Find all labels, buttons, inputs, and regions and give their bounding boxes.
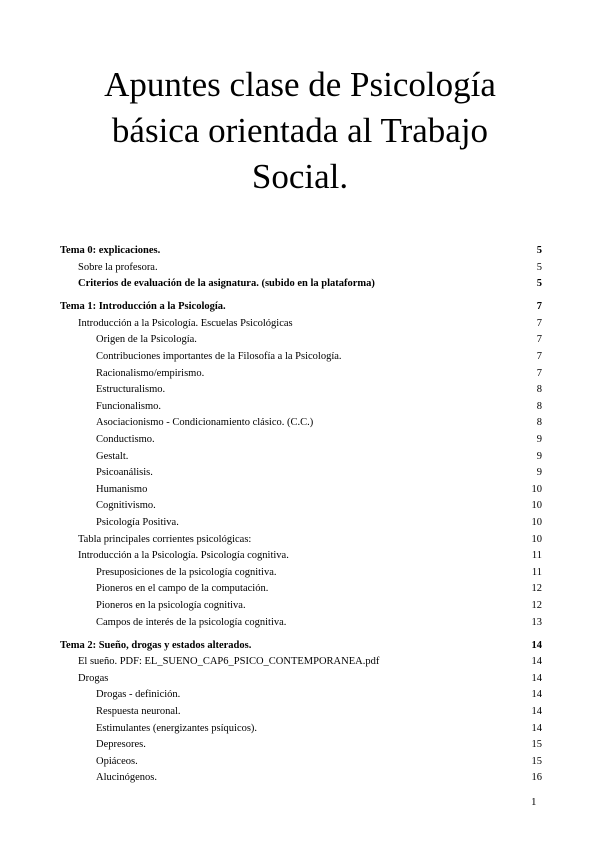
toc-entry-label: Conductismo. <box>96 434 155 446</box>
toc-entry-label: Tema 1: Introducción a la Psicología. <box>60 301 226 313</box>
toc-entry-page: 14 <box>531 689 542 701</box>
toc-entry-page: 14 <box>531 639 542 651</box>
toc-entry-page: 10 <box>531 533 542 545</box>
toc-entry[interactable] <box>60 721 542 738</box>
toc-entry-label: Depresores. <box>96 739 146 751</box>
toc-entry-page: 14 <box>531 722 542 734</box>
toc-entry[interactable] <box>60 671 542 688</box>
toc-entry-page: 13 <box>531 616 542 628</box>
toc-entry-label: Tema 0: explicaciones. <box>60 245 161 256</box>
toc-entry-page: 9 <box>536 467 542 479</box>
toc-entry-page: 7 <box>536 334 542 346</box>
toc-entry-label: Cognitivismo. <box>96 500 156 512</box>
toc-entry[interactable] <box>60 366 542 383</box>
toc-entry-label: Tema 2: Sueño, drogas y estados alterados. <box>60 639 252 651</box>
toc-entry[interactable] <box>60 316 542 333</box>
toc-entry-page: 11 <box>531 566 542 578</box>
title-line: Social. <box>251 157 349 196</box>
toc-entry-page: 14 <box>531 656 542 668</box>
table-of-contents <box>60 243 542 794</box>
toc-entry[interactable] <box>60 243 542 260</box>
page-number: 1 <box>531 796 537 808</box>
toc-section <box>60 299 542 631</box>
title-line: básica orientada al Trabajo <box>111 111 489 150</box>
toc-entry[interactable] <box>60 432 542 449</box>
toc-entry-page: 8 <box>536 400 542 412</box>
toc-entry[interactable] <box>60 498 542 515</box>
toc-entry-label: Drogas - definición. <box>96 689 181 701</box>
toc-entry-label: Criterios de evaluación de la asignatura. (subido en la plataforma) <box>78 278 375 290</box>
toc-entry[interactable] <box>60 399 542 416</box>
toc-entry[interactable] <box>60 548 542 565</box>
toc-entry-page: 10 <box>531 483 542 495</box>
toc-entry-label: Contribuciones importantes de la Filosofía a la Psicología. <box>96 351 342 363</box>
toc-entry-label: Drogas <box>78 672 109 684</box>
toc-entry-label: Sobre la profesora. <box>78 261 158 273</box>
toc-entry[interactable] <box>60 276 542 293</box>
toc-entry-page: 5 <box>536 261 542 273</box>
toc-entry-label: Opiáceos. <box>96 755 138 767</box>
toc-entry-page: 8 <box>536 417 542 429</box>
toc-entry-label: Introducción a la Psicología. Escuelas Psicológicas <box>78 317 293 329</box>
toc-entry[interactable] <box>60 737 542 754</box>
toc-entry[interactable] <box>60 754 542 771</box>
toc-entry-page: 16 <box>531 772 542 784</box>
toc-entry-label: Gestalt. <box>96 450 129 462</box>
toc-entry-page: 9 <box>536 450 542 462</box>
document-title <box>0 62 600 200</box>
toc-entry-label: Pioneros en el campo de la computación. <box>96 583 269 595</box>
toc-entry[interactable] <box>60 415 542 432</box>
toc-entry-label: Respuesta neuronal. <box>96 706 181 718</box>
toc-entry[interactable] <box>60 565 542 582</box>
toc-entry-page: 9 <box>536 434 542 446</box>
toc-entry-label: El sueño. PDF: EL_SUENO_CAP6_PSICO_CONTEMPORANEA.pdf <box>78 656 380 668</box>
toc-entry-page: 7 <box>536 301 542 313</box>
toc-entry-label: Alucinógenos. <box>96 772 157 784</box>
toc-entry-page: 12 <box>531 583 542 595</box>
toc-entry-page: 5 <box>536 278 542 290</box>
toc-entry-page: 12 <box>531 599 542 611</box>
toc-entry[interactable] <box>60 581 542 598</box>
toc-entry[interactable] <box>60 615 542 632</box>
toc-entry[interactable] <box>60 515 542 532</box>
toc-entry[interactable] <box>60 654 542 671</box>
toc-entry-label: Funcionalismo. <box>96 400 162 412</box>
toc-entry-label: Introducción a la Psicología. Psicología cognitiva. <box>78 550 289 562</box>
toc-entry[interactable] <box>60 465 542 482</box>
toc-section <box>60 243 542 293</box>
toc-entry-label: Tabla principales corrientes psicológicas: <box>78 533 252 545</box>
toc-entry[interactable] <box>60 532 542 549</box>
toc-entry-page: 5 <box>536 245 542 256</box>
toc-entry-label: Psicoanálisis. <box>96 467 153 479</box>
toc-entry[interactable] <box>60 638 542 655</box>
toc-entry-page: 14 <box>531 672 542 684</box>
toc-entry-label: Racionalismo/empirismo. <box>96 367 205 379</box>
toc-entry-label: Pioneros en la psicología cognitiva. <box>96 599 246 611</box>
toc-entry-page: 8 <box>536 384 542 396</box>
toc-entry-page: 7 <box>536 351 542 363</box>
toc-entry-label: Asociacionismo - Condicionamiento clásico. (C.C.) <box>96 417 314 429</box>
toc-entry-page: 10 <box>531 517 542 528</box>
toc-entry[interactable] <box>60 598 542 615</box>
toc-entry[interactable] <box>60 299 542 316</box>
toc-entry[interactable] <box>60 482 542 499</box>
toc-entry[interactable] <box>60 382 542 399</box>
toc-entry[interactable] <box>60 770 542 787</box>
toc-entry-page: 15 <box>531 755 542 767</box>
toc-entry-page: 11 <box>531 550 542 562</box>
toc-entry-page: 10 <box>531 500 542 512</box>
toc-entry-label: Humanismo <box>96 483 148 495</box>
toc-entry-label: Psicología Positiva. <box>96 517 179 528</box>
toc-entry[interactable] <box>60 349 542 366</box>
toc-entry[interactable] <box>60 260 542 277</box>
toc-section <box>60 638 542 787</box>
toc-entry-label: Presuposiciones de la psicología cognitiva. <box>96 566 277 578</box>
toc-entry-label: Estructuralismo. <box>96 384 166 396</box>
title-line: Apuntes clase de Psicología <box>104 65 496 104</box>
toc-entry-page: 14 <box>531 706 542 718</box>
toc-entry[interactable] <box>60 332 542 349</box>
toc-entry[interactable] <box>60 704 542 721</box>
toc-entry-label: Origen de la Psicología. <box>96 334 197 346</box>
toc-entry-page: 7 <box>536 317 542 329</box>
toc-entry[interactable] <box>60 687 542 704</box>
toc-entry[interactable] <box>60 449 542 466</box>
toc-entry-label: Estimulantes (energizantes psíquicos). <box>96 722 258 734</box>
toc-entry-label: Campos de interés de la psicología cognitiva. <box>96 616 287 628</box>
toc-entry-page: 7 <box>536 367 542 379</box>
toc-entry-page: 15 <box>531 739 542 751</box>
